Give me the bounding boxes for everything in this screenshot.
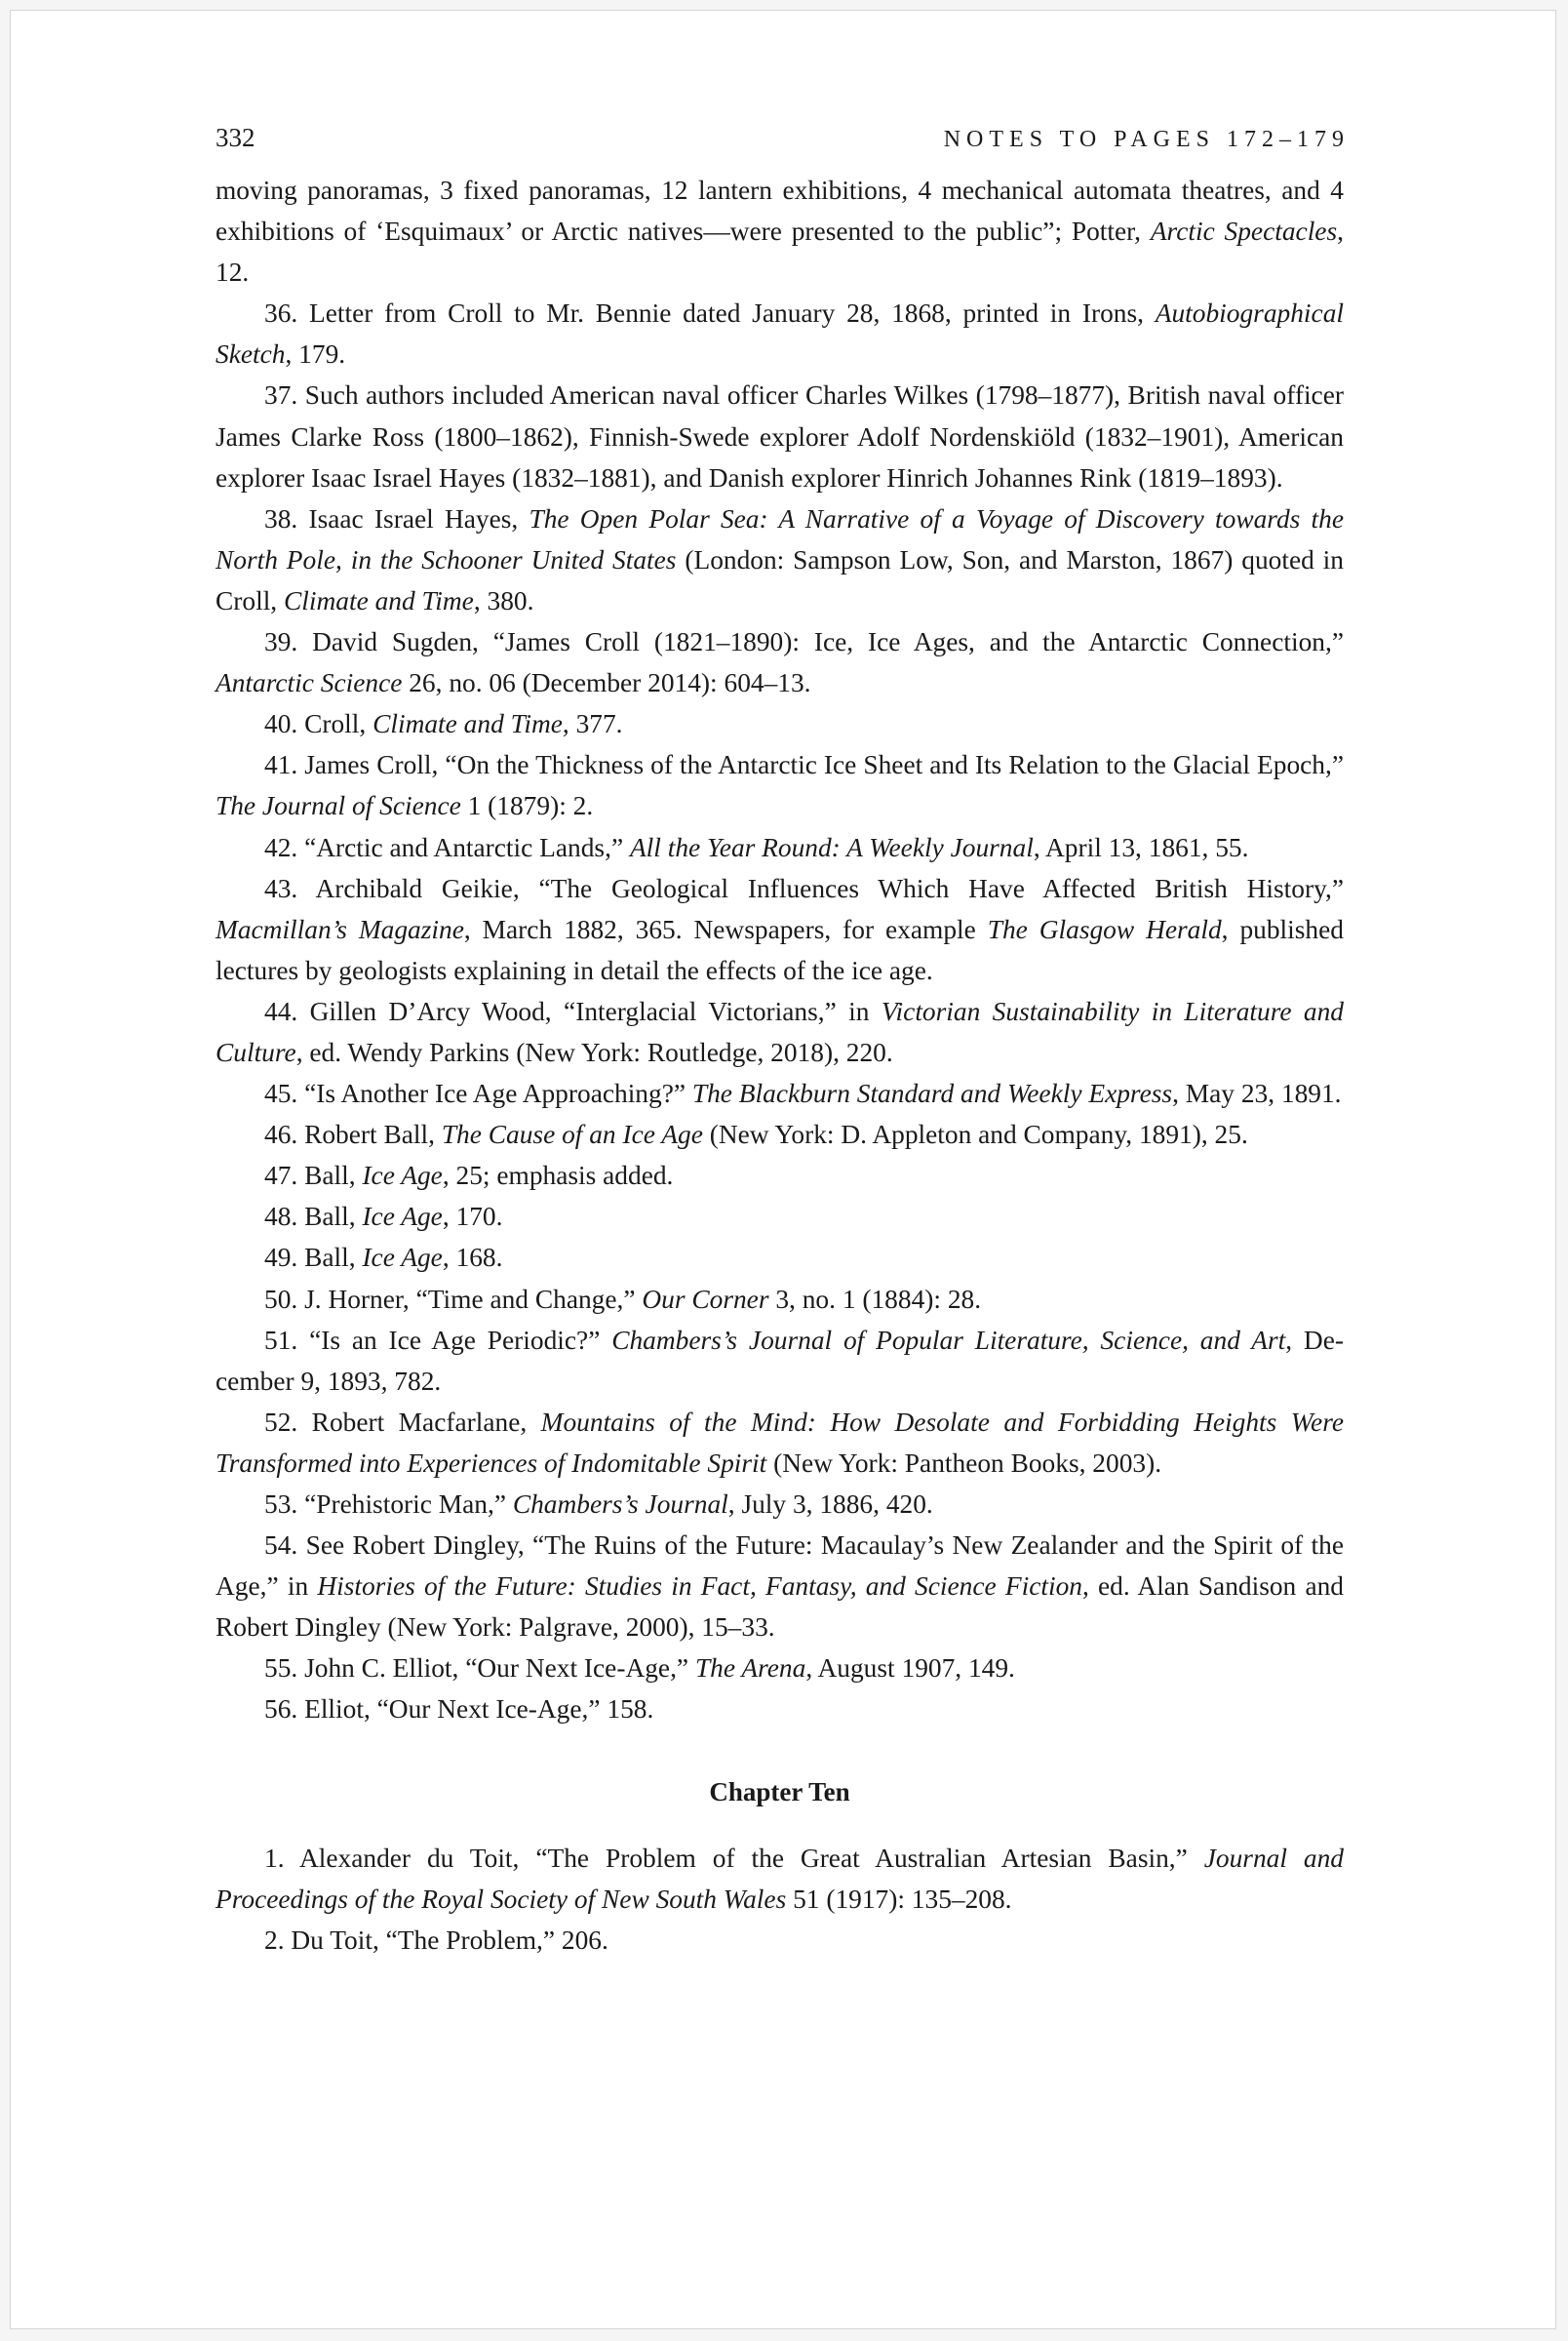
italic-title: Ice Age (362, 1202, 443, 1232)
note-entry (216, 1647, 1344, 1688)
italic-title: Arctic Spectacles (1150, 217, 1338, 247)
note-entry (216, 991, 1344, 1073)
note-entry (216, 498, 1344, 621)
note-text: , ed. Alan Sandison and Robert Dingley (New York: Palgrave, 2000), 15–33. (216, 1571, 1344, 1643)
note-text: 40. Croll, (264, 709, 373, 739)
note-text: moving panoramas, 3 fixed panoramas, 12 lantern exhibitions, 4 mechanical automata theatres, and 4 exhibitions of ‘Esquimaux’ or Arctic natives—were presented to the public”; Potter, (216, 176, 1344, 247)
italic-title: The Journal of Science (216, 791, 461, 821)
note-text: (London: Sampson Low, Son, and Marston, 1867) quoted in Croll, (216, 544, 1344, 615)
note-entry (216, 1196, 1344, 1237)
running-head-title: NOTES TO PAGES 172–179 (943, 127, 1350, 152)
note-entry (216, 375, 1344, 497)
note-text: 44. Gillen D’Arcy Wood, “Interglacial Victorians,” in (264, 996, 882, 1026)
italic-title: Ice Age (362, 1161, 443, 1191)
italic-title: Victorian Sustainability in Literature and Culture (216, 996, 1344, 1067)
page-number: 332 (216, 123, 255, 152)
note-text: , July 3, 1886, 420. (727, 1489, 933, 1519)
note-text: 1 (1879): 2. (460, 791, 594, 821)
italic-title: Chambers’s Journal (512, 1489, 728, 1519)
note-text: , May 23, 1891. (1172, 1079, 1342, 1109)
italic-title: The Arena (694, 1653, 806, 1684)
note-text: 56. Elliot, “Our Next Ice-Age,” 158. (264, 1694, 654, 1725)
note-entry (216, 703, 1344, 744)
note-entry (216, 827, 1344, 868)
note-entry (216, 1484, 1344, 1525)
note-text: 41. James Croll, “On the Thickness of the Antarctic Ice Sheet and Its Relation to the Glacial Epoch,” (264, 750, 1344, 780)
italic-title: The Open Polar Sea: A Narrative of a Voyage of Discovery towards the North Pole, in the Schooner United States (216, 503, 1344, 575)
note-entry (216, 1320, 1344, 1402)
chapter-heading: Chapter Ten (709, 1776, 850, 1806)
notes-body (216, 170, 1344, 1961)
note-text: 45. “Is Another Ice Age Approaching?” (264, 1079, 692, 1109)
italic-title: Ice Age (362, 1243, 443, 1273)
note-entry (216, 868, 1344, 991)
italic-title: The Cause of an Ice Age (441, 1120, 703, 1150)
italic-title: Climate and Time (284, 585, 474, 615)
note-text: 50. J. Horner, “Time and Change,” (264, 1284, 643, 1314)
note-text: 52. Robert Macfarlane, (264, 1407, 541, 1437)
note-entry (216, 621, 1344, 703)
note-text: 3, no. 1 (1884): 28. (768, 1284, 982, 1314)
note-text: 2. Du Toit, “The Problem,” 206. (264, 1924, 608, 1955)
note-text: 51. “Is an Ice Age Periodic?” (264, 1325, 612, 1355)
italic-title: The Glasgow Herald (987, 914, 1222, 944)
note-text: , 170. (442, 1202, 503, 1232)
note-text: 47. Ball, (264, 1161, 363, 1191)
italic-title: Histories of the Future: Studies in Fact, Fantasy, and Science Fiction (317, 1571, 1082, 1602)
italic-title: Antarctic Science (216, 668, 403, 698)
note-entry (216, 1237, 1344, 1278)
note-entry (216, 293, 1344, 375)
chapter-notes-list (216, 1838, 1344, 1961)
note-text: 51 (1917): 135–208. (786, 1884, 1012, 1914)
note-entry (216, 1155, 1344, 1196)
note-entry (216, 1920, 1344, 1961)
note-text: , August 1907, 149. (805, 1653, 1015, 1684)
note-entry (216, 744, 1344, 826)
note-text: , published lectures by geologists explaining in detail the effects of the ice age. (216, 914, 1344, 985)
note-text: , April 13, 1861, 55. (1033, 832, 1249, 862)
note-entry (216, 1073, 1344, 1114)
note-text: 54. See Robert Dingley, “The Ruins of the Future: Macaulay’s New Zealander and the Spirit of the Age,” in (216, 1530, 1344, 1602)
note-text: (New York: Pantheon Books, 2003). (766, 1448, 1162, 1478)
italic-title: Macmillan’s Magazine (216, 914, 464, 944)
note-text: 36. Letter from Croll to Mr. Bennie dated January 28, 1868, printed in Irons, (264, 298, 1156, 329)
note-entry (216, 1114, 1344, 1155)
note-entry (216, 1688, 1344, 1729)
note-text: , December 9, 1893, 782. (216, 1325, 1344, 1396)
note-text: 37. Such authors included American naval officer Charles Wilkes (1798–1877), British naval officer James Clarke Ross (1800–1862), Finnish-Swede explorer Adolf Nordenskiöld (1832–1901), American explorer Isaac Israel Hayes (1832–1881), and Danish explorer Hinrich Johannes Rink (1819–1893). (216, 380, 1344, 493)
note-text: , 380. (473, 585, 534, 615)
note-text: , 25; emphasis added. (442, 1161, 674, 1191)
running-head (216, 123, 1350, 170)
italic-title: Climate and Time (372, 709, 563, 739)
note-text: , 179. (285, 339, 346, 370)
text-block (216, 123, 1350, 1961)
note-text: 49. Ball, (264, 1243, 363, 1273)
note-text: , 12. (216, 217, 1344, 288)
note-text: 48. Ball, (264, 1202, 363, 1232)
italic-title: Journal and Proceedings of the Royal Society of New South Wales (216, 1843, 1344, 1914)
notes-list (216, 293, 1344, 1729)
note-entry (216, 1525, 1344, 1647)
note-text: , ed. Wendy Parkins (New York: Routledge, 2018), 220. (295, 1037, 893, 1067)
italic-title: Chambers’s Journal of Popular Literature, Science, and Art (611, 1325, 1286, 1355)
note-text: , 377. (562, 709, 623, 739)
note-text: 1. Alexander du Toit, “The Problem of the Great Australian Artesian Basin,” (264, 1843, 1204, 1873)
italic-title: Mountains of the Mind: How Desolate and Forbidding Heights Were Transformed into Experiences of Indomitable Spirit (216, 1407, 1345, 1478)
continued-note (216, 170, 1344, 293)
italic-title: All the Year Round: A Weekly Journal (629, 832, 1034, 862)
note-entry (216, 1402, 1344, 1484)
book-page (10, 10, 1556, 2329)
note-text: (New York: D. Appleton and Company, 1891), 25. (702, 1120, 1248, 1150)
note-text: , March 1882, 365. Newspapers, for example (463, 914, 988, 944)
note-text: 46. Robert Ball, (264, 1120, 442, 1150)
note-text: 39. David Sugden, “James Croll (1821–1890): Ice, Ice Ages, and the Antarctic Connection,” (264, 627, 1344, 657)
note-text: 53. “Prehistoric Man,” (264, 1489, 513, 1519)
note-text: 42. “Arctic and Antarctic Lands,” (264, 832, 630, 862)
note-text: 38. Isaac Israel Hayes, (264, 503, 529, 534)
note-text: , 168. (442, 1243, 503, 1273)
italic-title: Our Corner (642, 1284, 769, 1314)
note-entry (216, 1838, 1344, 1920)
italic-title: Autobiographical Sketch (216, 298, 1344, 370)
italic-title: The Blackburn Standard and Weekly Express (691, 1079, 1173, 1109)
note-text: 55. John C. Elliot, “Our Next Ice-Age,” (264, 1653, 695, 1684)
note-entry (216, 1279, 1344, 1320)
note-text: 43. Archibald Geikie, “The Geological Influences Which Have Affected British History,” (264, 873, 1344, 903)
note-text: 26, no. 06 (December 2014): 604–13. (402, 668, 811, 698)
